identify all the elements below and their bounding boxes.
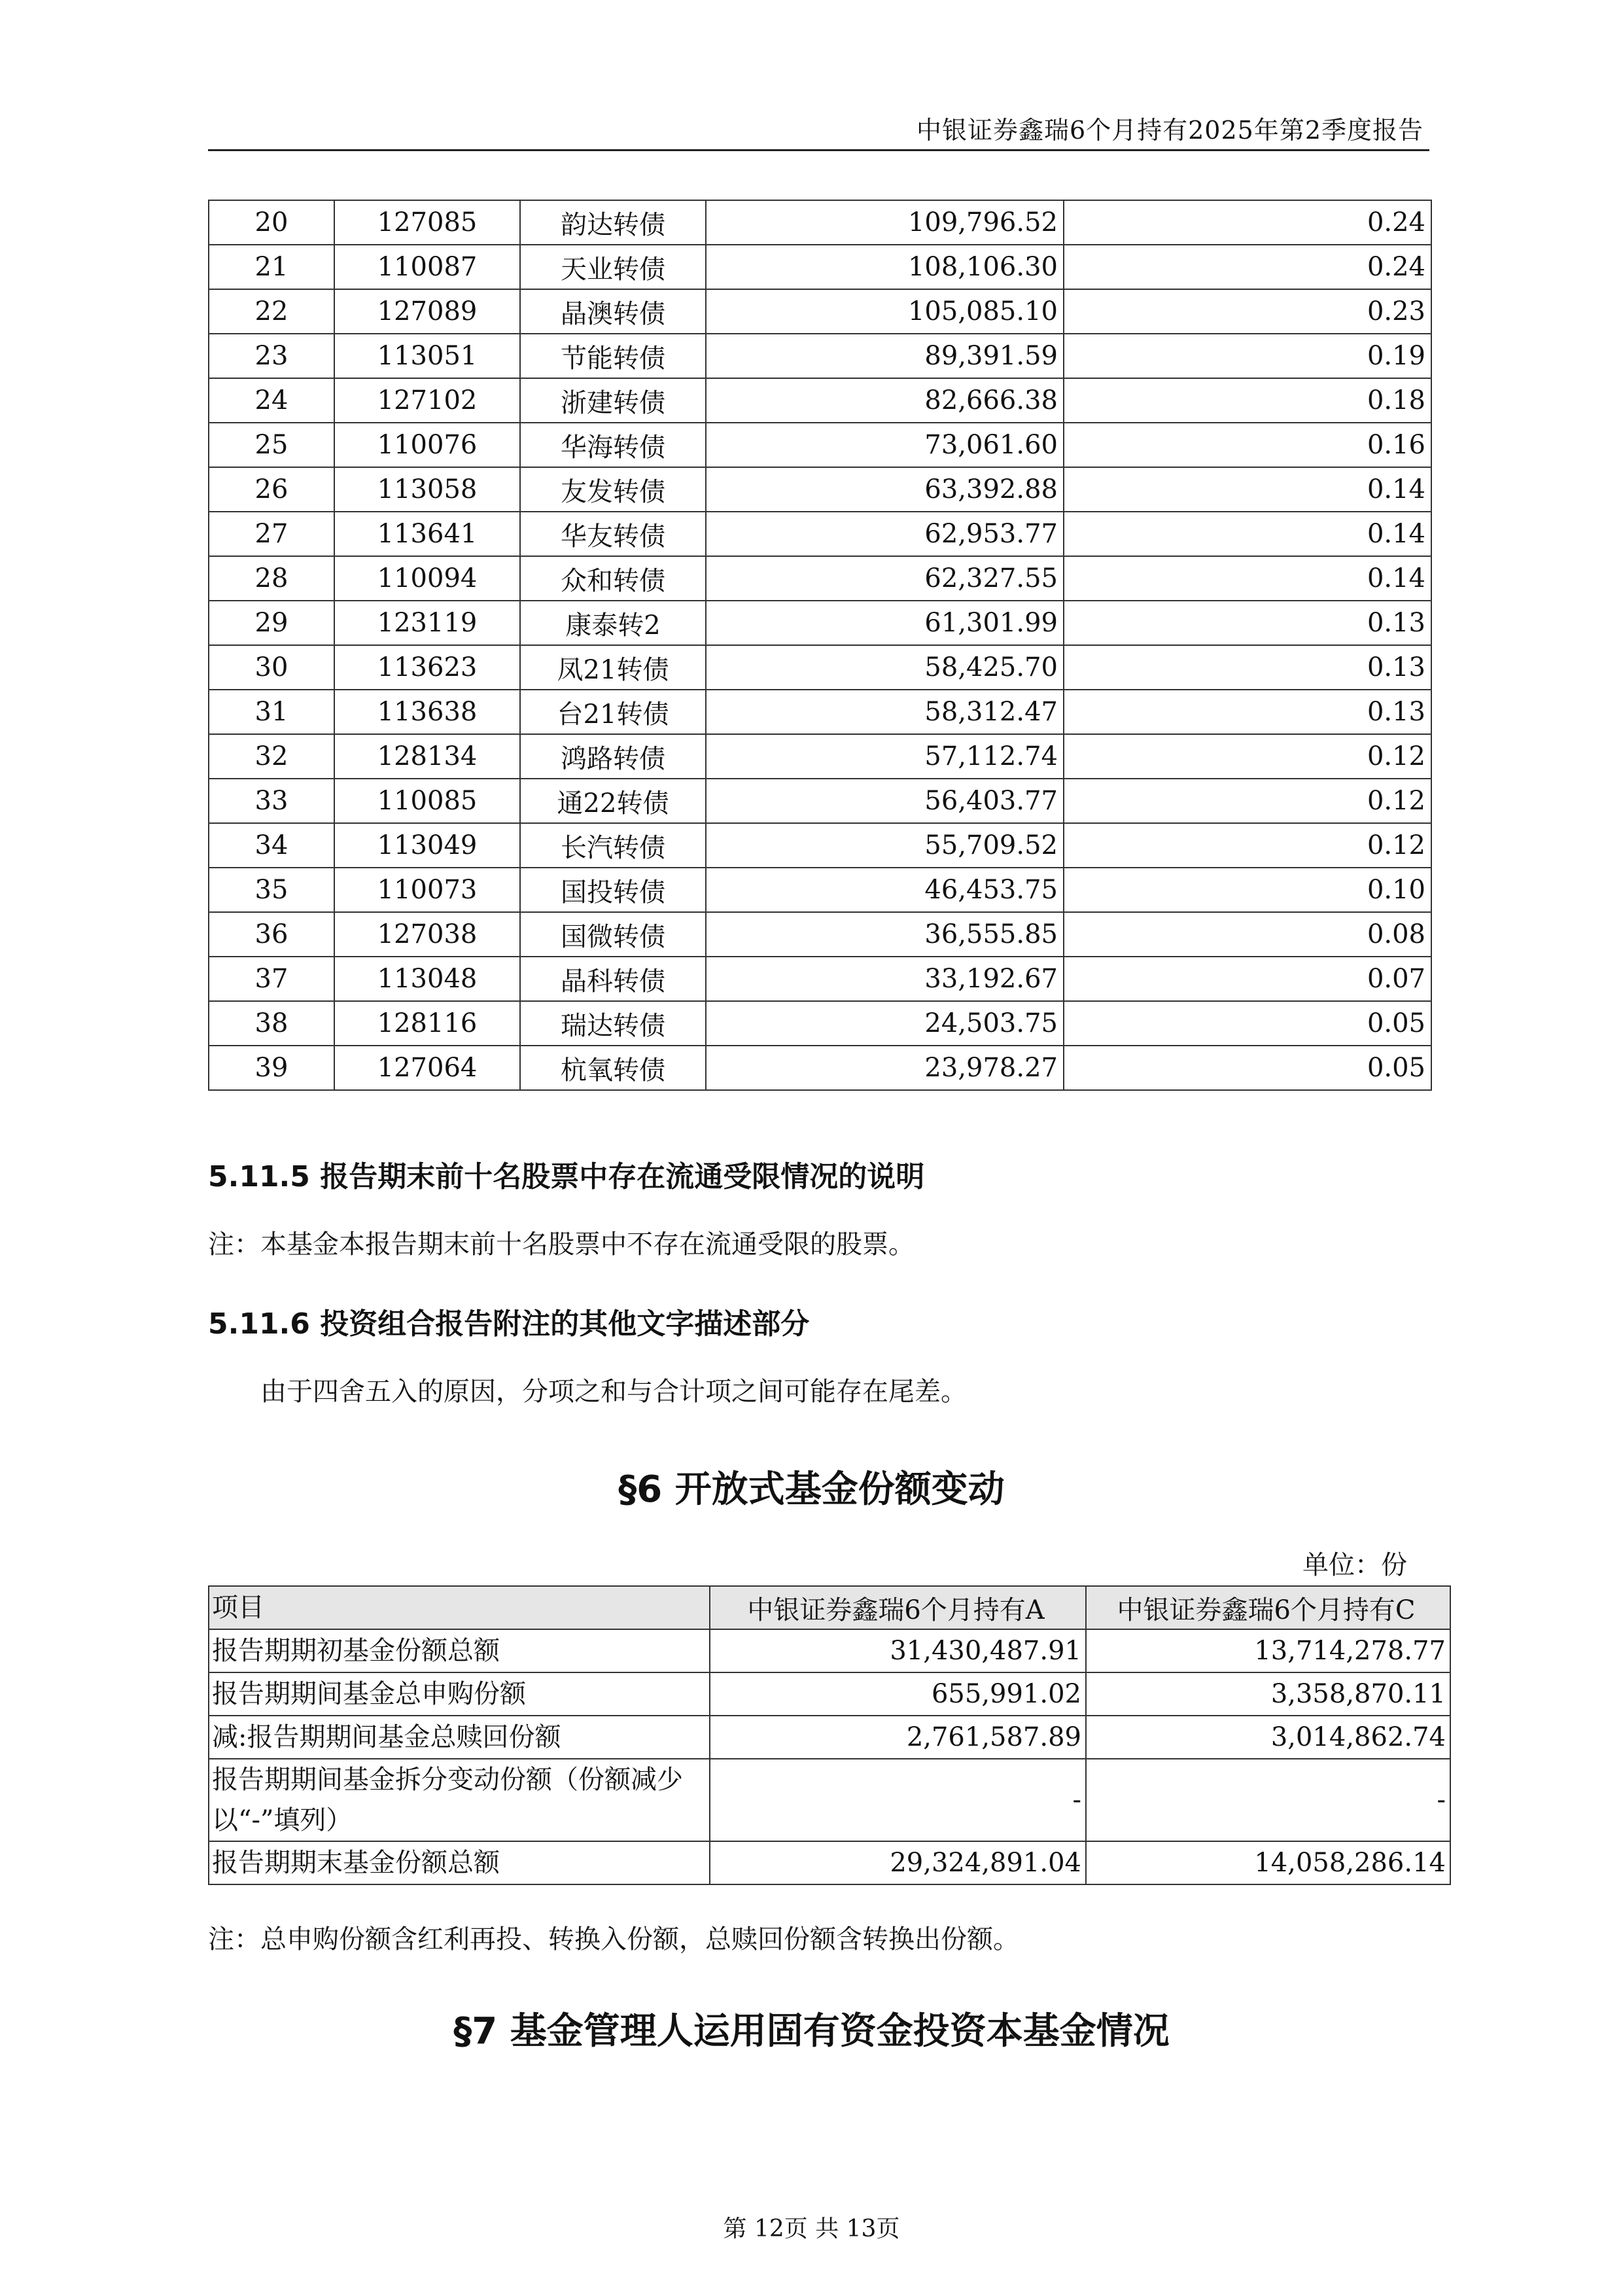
row-name-cell: 长汽转债 [520, 823, 706, 868]
row-rank-cell: 33 [209, 779, 334, 823]
row-fair-value-cell: 61,301.99 [706, 601, 1064, 645]
row-rank-cell: 36 [209, 912, 334, 957]
table-row [209, 645, 1431, 690]
row-fair-value-cell: 109,796.52 [706, 200, 1064, 245]
row-fair-value-cell: 89,391.59 [706, 334, 1064, 378]
table-row [209, 378, 1431, 423]
table-row [209, 467, 1431, 512]
table-row [209, 912, 1431, 957]
row-name-cell: 台21转债 [520, 690, 706, 734]
column-header-class-a: 中银证券鑫瑞6个月持有A [710, 1586, 1086, 1629]
holdings-table-body [209, 200, 1431, 1090]
row-net-asset-ratio-cell: 0.14 [1064, 556, 1431, 601]
table-row [209, 868, 1431, 912]
table-row [209, 1001, 1431, 1046]
row-fair-value-cell: 58,425.70 [706, 645, 1064, 690]
row-code-cell: 113049 [334, 823, 520, 868]
page-header-title: 中银证券鑫瑞6个月持有2025年第2季度报告 [916, 116, 1423, 145]
table-row [209, 289, 1431, 334]
row-name-cell: 杭氧转债 [520, 1046, 706, 1090]
section-5-11-6-heading: 5.11.6 投资组合报告附注的其他文字描述部分 [208, 1307, 810, 1341]
table-row [209, 334, 1431, 378]
row-fair-value-cell: 46,453.75 [706, 868, 1064, 912]
row-rank-cell: 31 [209, 690, 334, 734]
row-fair-value-cell: 36,555.85 [706, 912, 1064, 957]
section-6-heading: §6 开放式基金份额变动 [618, 1468, 1005, 1511]
row-net-asset-ratio-cell: 0.19 [1064, 334, 1431, 378]
row-rank-cell: 27 [209, 512, 334, 556]
row-name-cell: 天业转债 [520, 245, 706, 289]
convertible-bond-holdings-table [208, 200, 1432, 1091]
row-code-cell: 113048 [334, 957, 520, 1001]
row-net-asset-ratio-cell: 0.05 [1064, 1046, 1431, 1090]
row-class-c-value: - [1086, 1759, 1450, 1841]
row-rank-cell: 20 [209, 200, 334, 245]
row-code-cell: 128116 [334, 1001, 520, 1046]
row-rank-cell: 28 [209, 556, 334, 601]
row-rank-cell: 38 [209, 1001, 334, 1046]
column-header-class-c: 中银证券鑫瑞6个月持有C [1086, 1586, 1450, 1629]
row-fair-value-cell: 105,085.10 [706, 289, 1064, 334]
table-row [209, 1046, 1431, 1090]
table-row [209, 1759, 1450, 1841]
table-row [209, 734, 1431, 779]
column-header-item: 项目 [209, 1586, 710, 1629]
row-name-cell: 晶澳转债 [520, 289, 706, 334]
row-name-cell: 节能转债 [520, 334, 706, 378]
row-name-cell: 通22转债 [520, 779, 706, 823]
table-row [209, 601, 1431, 645]
row-net-asset-ratio-cell: 0.24 [1064, 245, 1431, 289]
row-net-asset-ratio-cell: 0.14 [1064, 467, 1431, 512]
row-fair-value-cell: 62,327.55 [706, 556, 1064, 601]
row-class-a-value: 655,991.02 [710, 1672, 1086, 1716]
row-fair-value-cell: 58,312.47 [706, 690, 1064, 734]
row-net-asset-ratio-cell: 0.05 [1064, 1001, 1431, 1046]
row-name-cell: 韵达转债 [520, 200, 706, 245]
row-rank-cell: 39 [209, 1046, 334, 1090]
row-fair-value-cell: 73,061.60 [706, 423, 1064, 467]
row-fair-value-cell: 23,978.27 [706, 1046, 1064, 1090]
table-row [209, 779, 1431, 823]
row-class-a-value: 29,324,891.04 [710, 1841, 1086, 1884]
row-code-cell: 110073 [334, 868, 520, 912]
table-row [209, 1841, 1450, 1884]
row-net-asset-ratio-cell: 0.10 [1064, 868, 1431, 912]
row-class-a-value: 2,761,587.89 [710, 1716, 1086, 1759]
row-item-label: 报告期期初基金份额总额 [209, 1629, 710, 1672]
row-net-asset-ratio-cell: 0.13 [1064, 690, 1431, 734]
row-rank-cell: 37 [209, 957, 334, 1001]
row-rank-cell: 26 [209, 467, 334, 512]
row-fair-value-cell: 108,106.30 [706, 245, 1064, 289]
page-number-footer: 第 12页 共 13页 [723, 2216, 900, 2242]
header-divider [208, 149, 1429, 151]
row-name-cell: 华友转债 [520, 512, 706, 556]
row-net-asset-ratio-cell: 0.12 [1064, 779, 1431, 823]
row-code-cell: 113058 [334, 467, 520, 512]
table-header-row [209, 1586, 1450, 1629]
row-net-asset-ratio-cell: 0.24 [1064, 200, 1431, 245]
row-net-asset-ratio-cell: 0.12 [1064, 734, 1431, 779]
row-code-cell: 113623 [334, 645, 520, 690]
row-fair-value-cell: 82,666.38 [706, 378, 1064, 423]
row-rank-cell: 25 [209, 423, 334, 467]
row-name-cell: 众和转债 [520, 556, 706, 601]
row-code-cell: 110085 [334, 779, 520, 823]
row-code-cell: 110076 [334, 423, 520, 467]
row-net-asset-ratio-cell: 0.12 [1064, 823, 1431, 868]
row-fair-value-cell: 24,503.75 [706, 1001, 1064, 1046]
row-net-asset-ratio-cell: 0.23 [1064, 289, 1431, 334]
table-row [209, 957, 1431, 1001]
row-rank-cell: 29 [209, 601, 334, 645]
row-net-asset-ratio-cell: 0.08 [1064, 912, 1431, 957]
section-7-heading: §7 基金管理人运用固有资金投资本基金情况 [453, 2010, 1170, 2053]
row-rank-cell: 21 [209, 245, 334, 289]
section-5-11-5-note: 注：本基金本报告期末前十名股票中不存在流通受限的股票。 [208, 1229, 915, 1260]
row-name-cell: 浙建转债 [520, 378, 706, 423]
row-fair-value-cell: 55,709.52 [706, 823, 1064, 868]
row-code-cell: 113051 [334, 334, 520, 378]
row-fair-value-cell: 57,112.74 [706, 734, 1064, 779]
row-code-cell: 128134 [334, 734, 520, 779]
unit-label: 单位：份 [1302, 1550, 1407, 1580]
row-item-label: 减:报告期期间基金总赎回份额 [209, 1716, 710, 1759]
row-name-cell: 康泰转2 [520, 601, 706, 645]
row-net-asset-ratio-cell: 0.16 [1064, 423, 1431, 467]
row-fair-value-cell: 33,192.67 [706, 957, 1064, 1001]
row-code-cell: 127089 [334, 289, 520, 334]
section-5-11-5-heading: 5.11.5 报告期末前十名股票中存在流通受限情况的说明 [208, 1160, 925, 1193]
row-rank-cell: 24 [209, 378, 334, 423]
row-class-a-value: 31,430,487.91 [710, 1629, 1086, 1672]
row-class-a-value: - [710, 1759, 1086, 1841]
row-rank-cell: 32 [209, 734, 334, 779]
row-code-cell: 127064 [334, 1046, 520, 1090]
row-class-c-value: 13,714,278.77 [1086, 1629, 1450, 1672]
row-rank-cell: 34 [209, 823, 334, 868]
row-code-cell: 127038 [334, 912, 520, 957]
row-name-cell: 国投转债 [520, 868, 706, 912]
table-row [209, 245, 1431, 289]
row-code-cell: 127102 [334, 378, 520, 423]
row-class-c-value: 14,058,286.14 [1086, 1841, 1450, 1884]
row-code-cell: 123119 [334, 601, 520, 645]
section-6-note: 注：总申购份额含红利再投、转换入份额，总赎回份额含转换出份额。 [208, 1924, 1019, 1954]
table-row [209, 423, 1431, 467]
table-row [209, 1716, 1450, 1759]
row-name-cell: 友发转债 [520, 467, 706, 512]
row-net-asset-ratio-cell: 0.14 [1064, 512, 1431, 556]
row-rank-cell: 35 [209, 868, 334, 912]
row-rank-cell: 22 [209, 289, 334, 334]
row-fair-value-cell: 62,953.77 [706, 512, 1064, 556]
table-row [209, 1629, 1450, 1672]
row-name-cell: 鸿路转债 [520, 734, 706, 779]
row-name-cell: 晶科转债 [520, 957, 706, 1001]
table-row [209, 200, 1431, 245]
row-code-cell: 113638 [334, 690, 520, 734]
row-fair-value-cell: 63,392.88 [706, 467, 1064, 512]
row-rank-cell: 30 [209, 645, 334, 690]
row-net-asset-ratio-cell: 0.13 [1064, 601, 1431, 645]
row-item-label: 报告期期间基金拆分变动份额（份额减少以“-”填列） [209, 1759, 710, 1841]
table-row [209, 823, 1431, 868]
row-name-cell: 瑞达转债 [520, 1001, 706, 1046]
row-item-label: 报告期期间基金总申购份额 [209, 1672, 710, 1716]
table-row [209, 690, 1431, 734]
row-code-cell: 127085 [334, 200, 520, 245]
section-5-11-6-body: 由于四舍五入的原因，分项之和与合计项之间可能存在尾差。 [260, 1377, 967, 1407]
row-name-cell: 华海转债 [520, 423, 706, 467]
row-name-cell: 凤21转债 [520, 645, 706, 690]
table-row [209, 512, 1431, 556]
table-row [209, 1672, 1450, 1716]
row-class-c-value: 3,358,870.11 [1086, 1672, 1450, 1716]
row-item-label: 报告期期末基金份额总额 [209, 1841, 710, 1884]
row-name-cell: 国微转债 [520, 912, 706, 957]
row-code-cell: 110094 [334, 556, 520, 601]
row-code-cell: 113641 [334, 512, 520, 556]
row-class-c-value: 3,014,862.74 [1086, 1716, 1450, 1759]
row-rank-cell: 23 [209, 334, 334, 378]
row-net-asset-ratio-cell: 0.07 [1064, 957, 1431, 1001]
table-row [209, 556, 1431, 601]
row-fair-value-cell: 56,403.77 [706, 779, 1064, 823]
row-code-cell: 110087 [334, 245, 520, 289]
row-net-asset-ratio-cell: 0.13 [1064, 645, 1431, 690]
row-net-asset-ratio-cell: 0.18 [1064, 378, 1431, 423]
fund-share-changes-table [208, 1585, 1451, 1885]
